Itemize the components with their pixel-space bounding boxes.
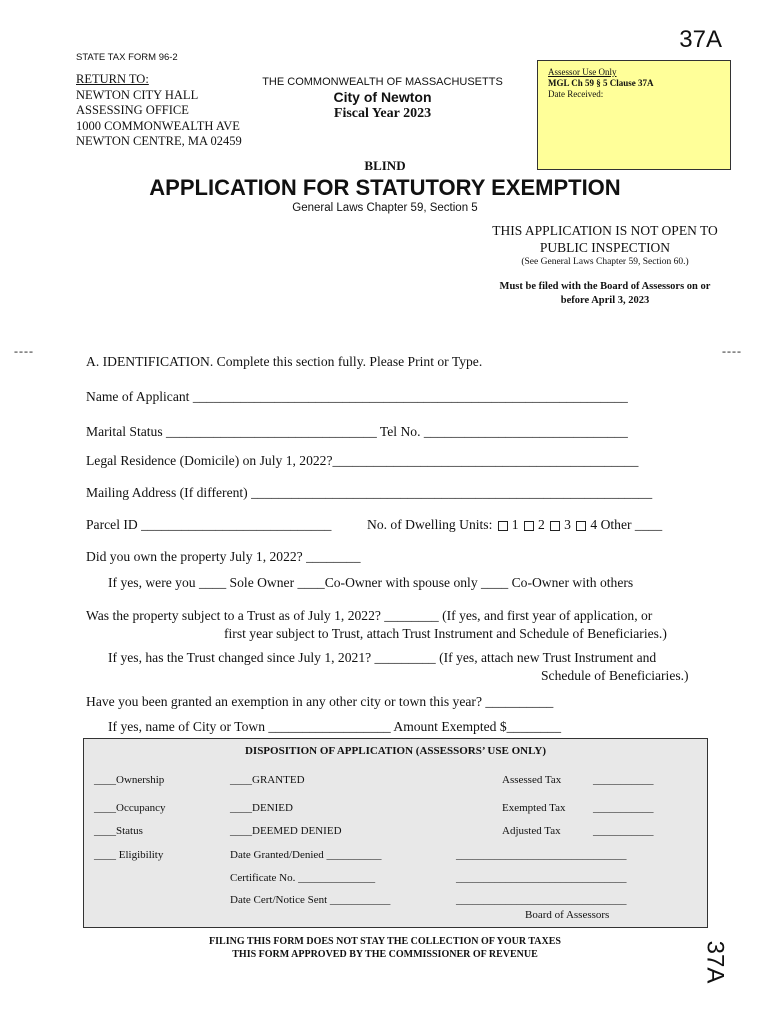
return-address — [76, 72, 242, 150]
notice-line: THIS APPLICATION IS NOT OPEN TO — [492, 223, 718, 238]
signature-line[interactable]: _______________________________ — [456, 849, 627, 861]
trust-note: first year subject to Trust, attach Trust Instrument and Schedule of Beneficiaries.) — [224, 626, 667, 641]
disp-date-granted[interactable]: Date Granted/Denied __________ — [230, 849, 382, 861]
exempted-tax-field[interactable]: ___________ — [593, 802, 654, 814]
signature-line[interactable]: _______________________________ — [456, 872, 627, 884]
unit-option: 3 — [564, 517, 571, 532]
dwelling-units-label: No. of Dwelling Units: — [367, 517, 493, 532]
assessor-use-box — [537, 60, 731, 170]
assessor-box-clause: MGL Ch 59 § 5 Clause 37A — [548, 78, 654, 88]
page-title: APPLICATION FOR STATUTORY EXEMPTION — [149, 175, 621, 200]
footer-line: THIS FORM APPROVED BY THE COMMISSIONER OF REVENUE — [232, 949, 538, 960]
filing-line: before April 3, 2023 — [560, 295, 650, 306]
notice-block — [480, 222, 730, 268]
law-reference: General Laws Chapter 59, Section 5 — [292, 202, 478, 214]
adjusted-tax-field[interactable]: ___________ — [593, 825, 654, 837]
form-number: 37A — [679, 26, 722, 53]
trust-field[interactable]: Was the property subject to a Trust as of July 1, 2022? ________ (If yes, and first year of application, or — [86, 608, 653, 623]
commonwealth-header: THE COMMONWEALTH OF MASSACHUSETTS — [262, 76, 503, 88]
date-received-label: Date Received: — [548, 89, 604, 99]
signature-line[interactable]: _______________________________ — [456, 894, 627, 906]
filing-line: Must be filed with the Board of Assessors on or — [499, 281, 711, 292]
disp-granted[interactable]: ____GRANTED — [230, 774, 305, 786]
notice-line: PUBLIC INSPECTION — [539, 240, 671, 255]
parcel-id-field[interactable]: Parcel ID ____________________________ — [86, 517, 332, 532]
disp-date-notice[interactable]: Date Cert/Notice Sent ___________ — [230, 894, 391, 906]
disp-ownership[interactable]: ____Ownership — [94, 774, 165, 786]
return-line: NEWTON CITY HALL — [76, 87, 199, 102]
legal-residence-field[interactable]: Legal Residence (Domicile) on July 1, 2022?_____________________________________________ — [86, 453, 639, 468]
form-number-rotated: 37A — [701, 940, 729, 984]
disp-status[interactable]: ____Status — [94, 825, 143, 837]
dwelling-units — [367, 517, 662, 533]
left-dashes: ---- — [14, 344, 34, 358]
disp-certificate-no[interactable]: Certificate No. ______________ — [230, 872, 376, 884]
trust-changed-field[interactable]: If yes, has the Trust changed since July 1, 2021? _________ (If yes, attach new Trust Instrument and — [108, 650, 657, 665]
assessed-tax-field[interactable]: ___________ — [593, 774, 654, 786]
disp-denied[interactable]: ____DENIED — [230, 802, 293, 814]
other-city-field[interactable]: If yes, name of City or Town __________________ Amount Exempted $________ — [108, 719, 562, 734]
return-to-label: RETURN TO: — [76, 72, 149, 86]
ownership-type-field[interactable]: If yes, were you ____ Sole Owner ____Co-Owner with spouse only ____ Co-Owner with others — [108, 575, 634, 590]
return-line: NEWTON CENTRE, MA 02459 — [76, 134, 242, 148]
own-property-field[interactable]: Did you own the property July 1, 2022? ________ — [86, 549, 361, 564]
filing-deadline — [480, 280, 730, 308]
disp-deemed-denied[interactable]: ____DEEMED DENIED — [230, 825, 342, 837]
disp-assessed-tax: Assessed Tax — [502, 774, 562, 786]
disp-eligibility[interactable]: ____ Eligibility — [94, 849, 164, 861]
mailing-address-field[interactable]: Mailing Address (If different) ___________________________________________________________ — [86, 485, 653, 500]
unit-checkbox[interactable] — [550, 521, 560, 531]
footer-line: FILING THIS FORM DOES NOT STAY THE COLLECTION OF YOUR TAXES — [209, 936, 561, 947]
unit-checkbox[interactable] — [576, 521, 586, 531]
return-line: ASSESSING OFFICE — [76, 103, 189, 117]
board-of-assessors-label: Board of Assessors — [525, 909, 610, 921]
form-id: STATE TAX FORM 96-2 — [76, 52, 178, 63]
other-units-field[interactable]: Other ____ — [600, 517, 663, 532]
city-name: City of Newton — [333, 89, 432, 105]
unit-checkbox[interactable] — [524, 521, 534, 531]
fiscal-year: Fiscal Year 2023 — [333, 106, 432, 121]
unit-option: 4 — [590, 517, 598, 532]
return-line: 1000 COMMONWEALTH AVE — [76, 118, 240, 133]
subtitle-blind: BLIND — [364, 158, 406, 173]
trust-changed-note: Schedule of Beneficiaries.) — [541, 668, 689, 683]
disp-exempted-tax: Exempted Tax — [502, 802, 566, 814]
applicant-name-field[interactable]: Name of Applicant ________________________________________________________________ — [86, 389, 628, 404]
unit-option: 1 — [511, 517, 519, 532]
notice-see: (See General Laws Chapter 59, Section 60.) — [521, 257, 689, 267]
disp-adjusted-tax: Adjusted Tax — [502, 825, 561, 837]
section-a-heading: A. IDENTIFICATION. Complete this section fully. Please Print or Type. — [86, 354, 483, 369]
assessor-box-title: Assessor Use Only — [548, 67, 617, 77]
right-dashes: ---- — [722, 344, 742, 358]
unit-option: 2 — [537, 517, 545, 532]
other-exemption-field[interactable]: Have you been granted an exemption in any other city or town this year? __________ — [86, 694, 554, 709]
disposition-title: DISPOSITION OF APPLICATION (ASSESSORS’ USE ONLY) — [244, 745, 547, 757]
unit-checkbox[interactable] — [498, 521, 508, 531]
disp-occupancy[interactable]: ____Occupancy — [94, 802, 166, 814]
marital-tel-field[interactable]: Marital Status _______________________________ Tel No. ______________________________ — [86, 424, 628, 439]
disposition-box — [83, 738, 708, 928]
